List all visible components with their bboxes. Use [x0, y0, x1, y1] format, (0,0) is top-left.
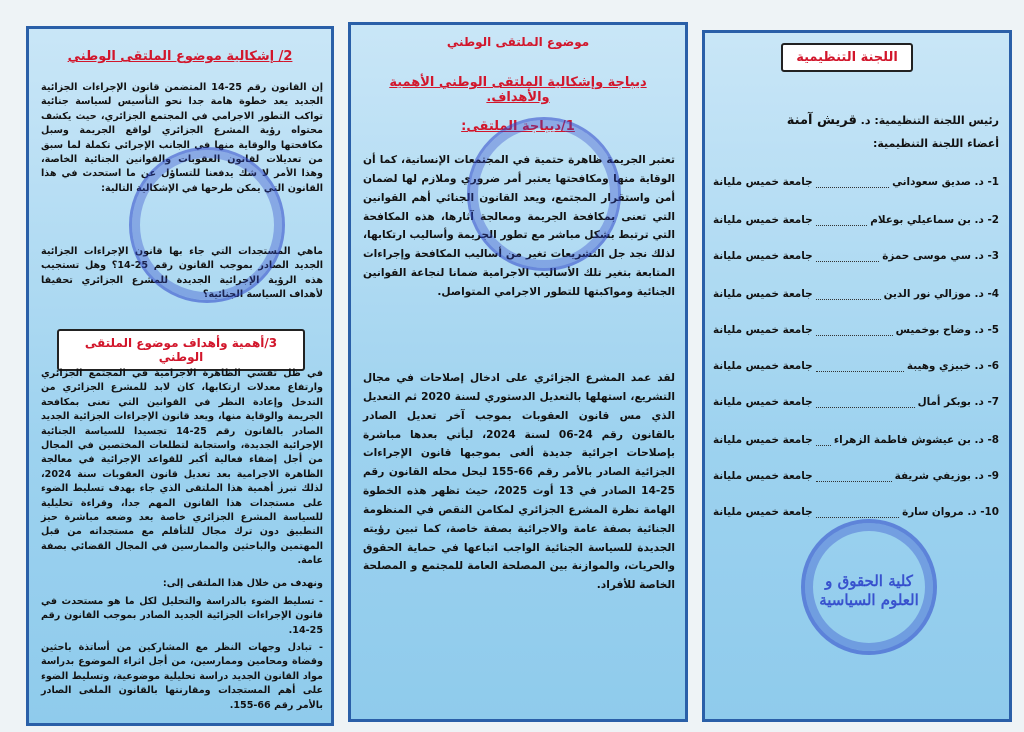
member-name: 8- د. بن عيشوش فاطمة الزهراء — [833, 434, 999, 446]
member-university: جامعة خميس مليانة — [713, 214, 813, 226]
member-name: 7- د. بوبكر أمال — [917, 396, 999, 408]
member-row — [713, 391, 999, 413]
member-row — [713, 283, 999, 305]
member-university: جامعة خميس مليانة — [713, 360, 813, 372]
stamp-text: كلية الحقوق و العلوم السياسية — [819, 571, 919, 610]
member-row — [713, 171, 999, 193]
problem-paragraph: إن القانون رقم 25-14 المتضمن قانون الإجراءات الجزائية الجديد يعد خطوة هامة جدا نحو التأسيس لسياسة جنائية تواكب التطور الاجرامي في المجتمع الجزائري، حيث يكشف محتواه رؤية المشرع الجزائري لواقع الجريمة وسبل مكافحتها والوقاية منها في الجانب الإجرائي تكملة لما سبق من تعديلات لقانون العقوبات والقوانين الجنائية الخاصة، وهذا الأمر لا شك يدفعنا للتساؤل عن ما استحدث في هذا القانون التي يمكن طرحها في الإشكالية التالية: — [41, 82, 323, 194]
dotted-leader — [816, 251, 880, 262]
dotted-leader — [816, 471, 892, 482]
member-name: 4- د. موزالي نور الدين — [883, 288, 999, 300]
preamble-paragraph-1: تعتبر الجريمة ظاهرة حتمية في المجتمعات الإنسانية، كما أن الوقاية منها ومكافحتها يعتبر أمر ضروري وملازم لها لضمان أمن واستقرار المجتمع، ويعد القانون الجنائي أهم القوانين التي تعنى بمكافحة الجريمة ومعالجة آثارها، هذه المكافحة التي ترتبط بشكل مباشر مع تطور الجريمة وأساليب ارتكابها، لذلك نجد جل التشريعات تغير من أساليب المكافحة وإجراءات المتابعة بتغير تلك الأساليب الاجرامية ضمانا لنجاعة القوانين الجنائية ومواكبتها للتطور الاجرامي المتواصل. — [363, 154, 675, 298]
member-row — [713, 501, 999, 523]
member-name: 5- د. وضاح بوخميس — [895, 324, 999, 336]
problem-goals-panel — [26, 26, 334, 726]
goals-paragraph: في ظل تفشي الظاهرة الاجرامية في المجتمع الجزائري وارتفاع معدلات ارتكابها، كان لابد للمشرع الجزائري من التدخل وإعادة النظر في القوانين التي تعنى بمكافحة الجريمة والوقاية منها، ويعد قانون الإجراءات الجزائية الجديد الصادر بالقانون رقم 25-14 تجسيدا للسياسة الجنائية الإجرائية الجديدة، واستجابة لتطلعات المختصين في المجال من أجل إضفاء فعالية أكبر للقواعد الإجرائية في معالجة الظاهرة الاجرامية بعد تعديل قانون العقوبات سنة 2024، لذلك تبرز أهمية هذا الملتقى الذي جاء بهدف تسليط الضوء على مستجدات هذا القانون المهم جدا، وقراءة تحليلية للسياسة المشرع الجزائري خاصة بعد وضعه مباشرة حيز التطبيق دون ترك مجال للتأقلم مع مستجداته من قبل المهتمين والباحثين والممارسين في المجال القضائي بصفة عامة. — [41, 368, 323, 567]
conference-topic-title: موضوع الملتقى الوطني — [446, 35, 590, 49]
dotted-leader — [816, 397, 915, 408]
member-university: جامعة خميس مليانة — [713, 470, 813, 482]
faculty-stamp — [801, 519, 937, 655]
goals-intro: ونهدف من خلال هذا الملتقى إلى: — [162, 578, 323, 589]
dotted-leader — [816, 435, 831, 446]
member-university: جامعة خميس مليانة — [713, 324, 813, 336]
member-row — [713, 465, 999, 487]
goals-heading: 3/أهمية وأهداف موضوع الملتقى الوطني — [57, 329, 305, 371]
member-row — [713, 429, 999, 451]
dotted-leader — [816, 177, 889, 188]
member-university: جامعة خميس مليانة — [713, 396, 813, 408]
committee-chair — [713, 113, 999, 128]
member-university: جامعة خميس مليانة — [713, 250, 813, 262]
organizing-committee-panel — [702, 30, 1012, 722]
goal-item-2: - تبادل وجهات النظر مع المشاركين من أساتذة باحثين وقضاة ومحامين وممارسين، من أجل اثراء الموضوع بدراسة مواد القانون الجديد دراسة تحليلية موضوعية، وتسليط الضوء على أهم المستجدات ومقارنتها بالقانون الملغى الصادر بالأمر رقم 66-155. — [41, 642, 323, 711]
preamble-subtitle: ديباجة وإشكالية الملتقى الوطني الأهمية والأهداف. — [389, 75, 647, 105]
member-row — [713, 355, 999, 377]
chair-name: قريش آمنة — [786, 113, 857, 128]
preamble-heading: 1/ديباجة الملتقى: — [461, 119, 575, 134]
dotted-leader — [816, 325, 893, 336]
preamble-panel — [348, 22, 688, 722]
member-name: 9- د. بوزيفي شريفة — [894, 470, 999, 482]
problem-heading: 2/ إشكالية موضوع الملتقى الوطني — [67, 49, 293, 64]
member-row — [713, 245, 999, 267]
member-university: جامعة خميس مليانة — [713, 288, 813, 300]
member-name: 3- د. سي موسى حمزة — [882, 250, 999, 262]
committee-title: اللجنة التنظيمية — [781, 43, 913, 72]
chair-label: رئيس اللجنة التنظيمية: د. — [860, 114, 999, 127]
member-row — [713, 209, 999, 231]
preamble-paragraph-2: لقد عمد المشرع الجزائري على ادخال إصلاحات في مجال التشريع، استهلها بالتعديل الدستوري لسنة 2020 ثم التعديل الذي مس قانون العقوبات بموجب آخر تعديل الصادر بالقانون رقم 24-06 لسنة 2024، ليأتي بعدها مباشرة بإصلاحات اجرائية جديدة ألغى بموجبها قانون الإجراءات الجزائية الصادر بالأمر رقم 66-155 ليحل محله القانون رقم 25-14 الصادر في 13 أوت 2025، حيث تظهر هذه الخطوة الهامة نظرة المشرع الجزائري لمكامن النقص في المنظومة الجنائية بصفة عامة والاجرائية بصفة خاصة، كما تبين رؤيته الجديدة للسياسة الجنائية الواجب اتباعها في حماية الحقوق والحريات، والموازنة بين المصلحة العامة للمجتمع و المصلحة الخاصة للأفراد. — [363, 372, 676, 592]
member-university: جامعة خميس مليانة — [713, 434, 813, 446]
member-row — [713, 319, 999, 341]
member-name: 10- د. مروان سارة — [902, 506, 999, 518]
dotted-leader — [816, 289, 881, 300]
dotted-leader — [816, 507, 899, 518]
member-university: جامعة خميس مليانة — [713, 176, 813, 188]
member-name: 6- د. خبيزي وهيبة — [906, 360, 999, 372]
members-label: أعضاء اللجنة التنظيمية: — [872, 137, 999, 150]
dotted-leader — [816, 215, 868, 226]
member-name: 2- د. بن سماعيلي بوعلام — [870, 214, 999, 226]
problem-question: ماهي المستجدات التي جاء بها قانون الإجراءات الجزائية الجديد الصادر بموجب القانون رقم 25-14؟ وهل تستجيب هذه الرؤية الإجرائية الجديدة للمشرع الجزائري تحقيقا لأهداف السياسة الجنائية؟ — [41, 246, 323, 301]
goal-item-1: - تسليط الضوء بالدراسة والتحليل لكل ما هو مستحدث في قانون الإجراءات الجزائية الجديد الصادر بموجب القانون رقم 25-14. — [41, 596, 323, 636]
dotted-leader — [816, 361, 904, 372]
member-name: 1- د. صديق سعوداني — [892, 176, 999, 188]
member-university: جامعة خميس مليانة — [713, 506, 813, 518]
